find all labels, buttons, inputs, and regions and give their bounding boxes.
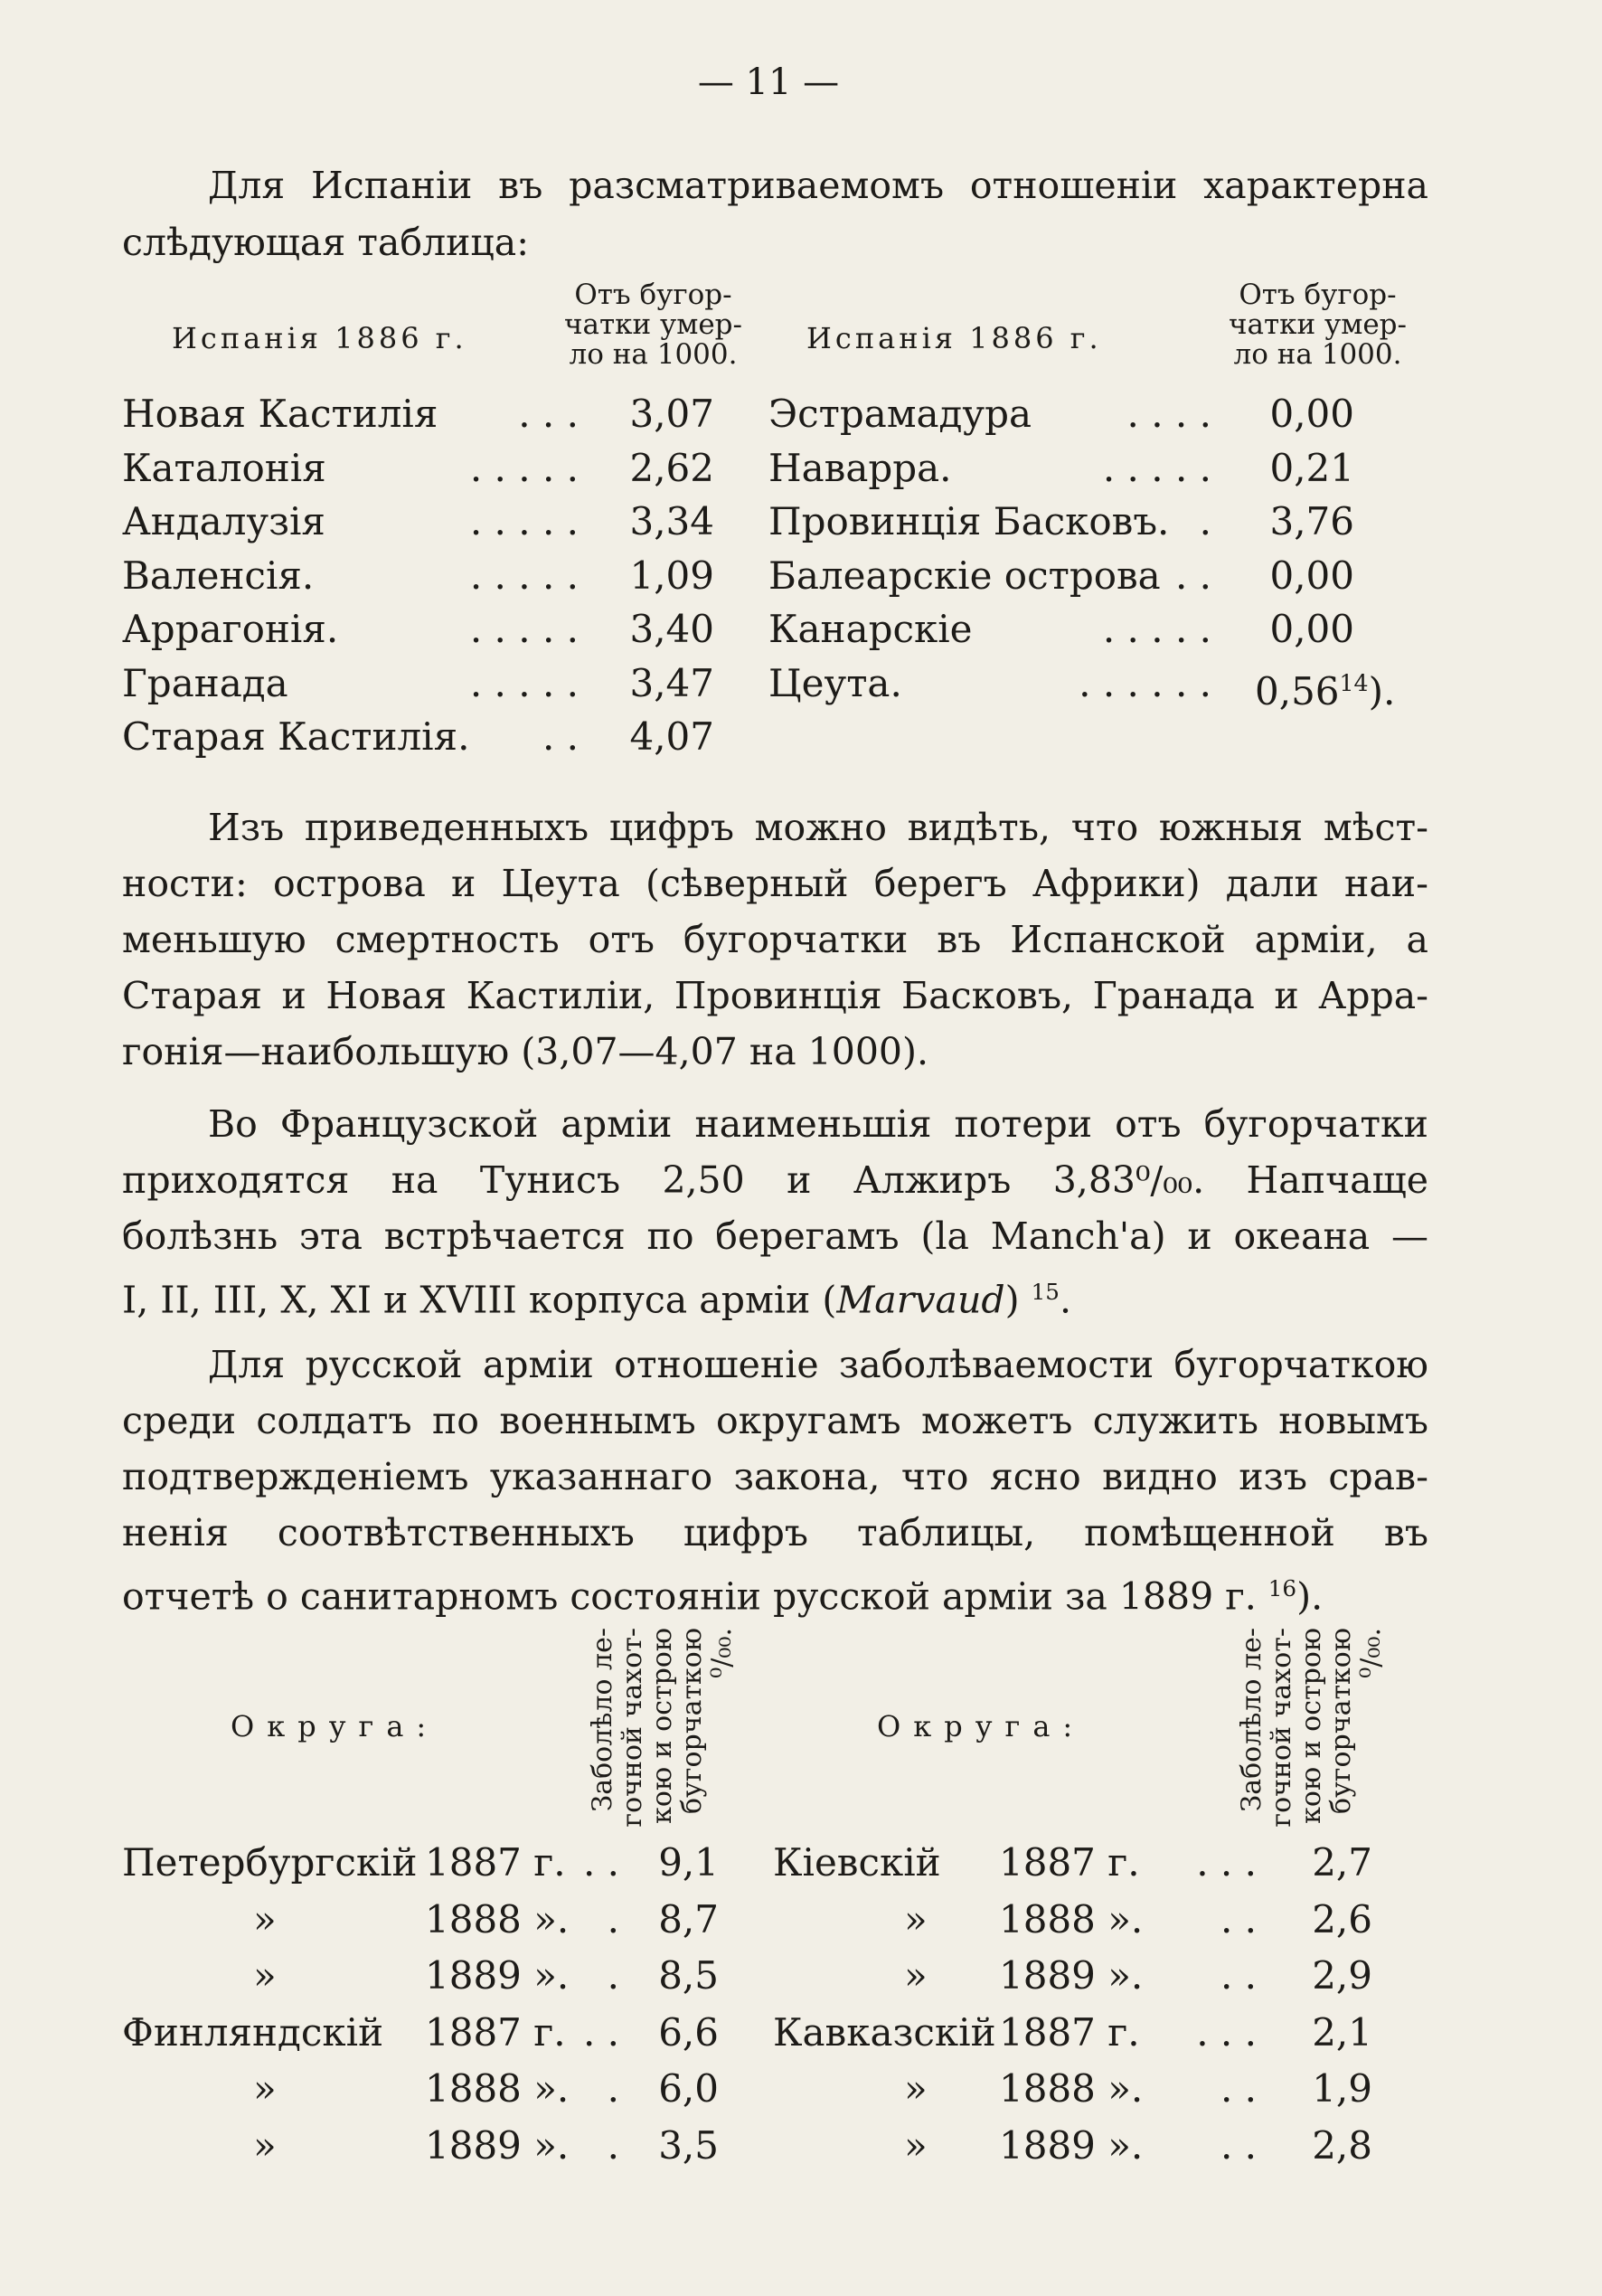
spain-value-text: 4,07 [629, 714, 714, 759]
russia-right-row-district: » [904, 1896, 928, 1942]
spain-left-row-value [533, 441, 714, 496]
russia-left-vt-3: кою и острою [646, 1628, 678, 1824]
spain-right-vt-2: чатки умер- [1228, 308, 1408, 341]
spain-right-row-value [1255, 657, 1544, 719]
russia-left-row-district: » [253, 2066, 277, 2111]
spain-value-text: 2,62 [629, 445, 714, 490]
russia-left-row-value: 8,7 [658, 1896, 719, 1942]
russia-right-row-value: 2,7 [1312, 1840, 1372, 1885]
spain-value-text: 3,47 [629, 660, 714, 705]
para4-line-3: подтвержденіемъ указаннаго закона, что ясно видно изъ срав- [122, 1455, 1428, 1498]
para3-line-1: Во Французской арміи наименьшія потери отъ бугорчатки [208, 1102, 1428, 1146]
para4-last-text: отчетѣ о санитарномъ состояніи русской арміи за 1889 г. [122, 1574, 1257, 1619]
russia-right-vt-3: кою и острою [1296, 1628, 1327, 1824]
para3-last-close: ) [1004, 1278, 1020, 1322]
spain-right-row-value [1173, 602, 1354, 657]
spain-right-vt-3: ло на 1000. [1233, 338, 1402, 371]
russia-right-vt-2: гочной чахот- [1266, 1628, 1297, 1828]
russia-left-row-year: 1887 г. [425, 1840, 566, 1885]
footnote-ref-15: 15 [1031, 1279, 1060, 1305]
spain-value-text: 3,40 [629, 607, 714, 651]
spain-right-row-name: Балеарскіе острова [768, 553, 1161, 598]
spain-left-row-value [533, 602, 714, 657]
russia-right-row-year: 1888 ». [999, 1896, 1144, 1942]
spain-left-row-value [533, 387, 714, 441]
russia-right-row-year: 1887 г. [999, 1840, 1140, 1885]
russia-right-row-value: 2,9 [1312, 1953, 1372, 1998]
spain-left-row-name: Гранада [122, 660, 288, 705]
russia-right-row-value: 1,9 [1312, 2066, 1372, 2111]
russia-right-row-year: 1889 ». [999, 1953, 1144, 1998]
russia-right-row-value: 2,1 [1312, 2009, 1372, 2055]
russia-right-row-year: 1889 ». [999, 2122, 1144, 2168]
spain-value-text: 3,34 [629, 499, 714, 543]
russia-col-left-title: Округа: [231, 1709, 439, 1743]
russia-left-row-year: 1889 ». [425, 1953, 570, 1998]
spain-left-row-value [533, 495, 714, 549]
intro-line-2: слѣдующая таблица: [122, 221, 530, 264]
russia-left-vt-1: Заболѣло ле- [587, 1628, 618, 1812]
russia-right-vt-1: Заболѣло ле- [1236, 1628, 1267, 1812]
para4-tail: ). [1296, 1574, 1324, 1619]
spain-left-vt-3: ло на 1000. [569, 338, 738, 371]
spain-col-left-title: Испанія 1886 г. [172, 321, 467, 355]
russia-right-row-district: Кіевскій [773, 1840, 941, 1885]
spain-value-text: 0,00 [1269, 553, 1354, 598]
spain-left-row-value [533, 710, 714, 764]
para4-line-5 [122, 1562, 1428, 1624]
spain-value-text: 0,56 [1255, 668, 1340, 713]
spain-left-row-value [533, 657, 714, 711]
para2-line-5: гонія—наибольшую (3,07—4,07 на 1000). [122, 1030, 929, 1073]
spain-right-row-value [1173, 441, 1354, 496]
para2-line-1: Изъ приведенныхъ цифръ можно видѣть, что южныя мѣст- [208, 806, 1428, 849]
russia-left-row-value: 6,6 [658, 2009, 719, 2055]
spain-right-row-name: Наварра. [768, 445, 952, 490]
russia-left-value-title [588, 1628, 737, 1836]
footnote-ref-16: 16 [1267, 1575, 1297, 1602]
russia-right-row-district: » [904, 2122, 928, 2168]
russia-left-row-district: » [253, 1953, 277, 1998]
spain-value-text: 0,00 [1269, 392, 1354, 436]
para3-line-4 [122, 1265, 1428, 1328]
spain-col-right-title: Испанія 1886 г. [806, 321, 1102, 355]
spain-right-row-name: Цеута. [768, 660, 902, 705]
russia-left-row-value: 6,0 [658, 2066, 719, 2111]
spain-value-tail: ). [1368, 668, 1396, 713]
spain-right-row-name: Провинція Басковъ. [768, 499, 1170, 543]
russia-right-vt-5: ⁰/₀₀. [1355, 1628, 1387, 1678]
russia-right-row-district: » [904, 2066, 928, 2111]
russia-left-row-year: 1887 г. [425, 2009, 566, 2055]
spain-col-left-value-title [542, 280, 764, 370]
para2-line-2: ности: острова и Цеута (сѣверный берегъ Африки) дали наи- [122, 862, 1428, 905]
spain-right-row-value [1173, 495, 1354, 549]
para4-line-2: среди солдатъ по военнымъ округамъ можетъ служить новымъ [122, 1399, 1428, 1442]
spain-right-row-name: Эстрамадура [768, 392, 1032, 436]
spain-left-row-value [533, 549, 714, 603]
russia-right-vt-4: бугорчаткою [1325, 1628, 1357, 1814]
spain-left-vt-1: Отъ бугор- [574, 279, 732, 311]
spain-right-row-value [1173, 387, 1354, 441]
spain-left-row-name: Андалузія [122, 499, 325, 543]
spain-left-row-name: Аррагонія. [122, 607, 339, 651]
para4-line-4: ненія соотвѣтственныхъ цифръ таблицы, помѣщенной въ [122, 1511, 1428, 1554]
spain-value-text: 3,07 [629, 392, 714, 436]
para3-author: Marvaud [836, 1278, 1005, 1322]
russia-left-vt-5: ⁰/₀₀. [706, 1628, 738, 1678]
russia-right-row-value: 2,8 [1312, 2122, 1372, 2168]
russia-right-value-title [1237, 1628, 1386, 1836]
russia-left-row-value: 3,5 [658, 2122, 719, 2168]
spain-value-text: 3,76 [1269, 499, 1354, 543]
para3-line-3: болѣзнь эта встрѣчается по берегамъ (la Manch'a) и океана — [122, 1214, 1428, 1258]
russia-left-vt-4: бугорчаткою [676, 1628, 708, 1814]
para4-line-1: Для русской арміи отношеніе заболѣваемости бугорчаткою [208, 1343, 1428, 1386]
spain-value-text: 0,00 [1269, 607, 1354, 651]
spain-left-vt-2: чатки умер- [563, 308, 743, 341]
spain-col-right-value-title [1207, 280, 1428, 370]
spain-right-row-value [1173, 549, 1354, 603]
spain-value-text: 1,09 [629, 553, 714, 598]
para3-last-text: I, II, III, X, XI и XVIII корпуса арміи ( [122, 1278, 837, 1322]
para2-line-4: Старая и Новая Кастиліи, Провинція Басковъ, Гранада и Арра- [122, 974, 1428, 1017]
footnote-ref-14: 14 [1339, 669, 1369, 696]
russia-left-row-value: 8,5 [658, 1953, 719, 1998]
russia-left-row-year: 1888 ». [425, 1896, 570, 1942]
russia-left-row-district: Петербургскій [122, 1840, 418, 1885]
spain-left-row-name: Каталонія [122, 445, 326, 490]
russia-left-row-value: 9,1 [658, 1840, 719, 1885]
russia-right-row-year: 1888 ». [999, 2066, 1144, 2111]
spain-left-row-name: Новая Кастилія [122, 392, 438, 436]
para3-tail: . [1059, 1278, 1071, 1322]
russia-left-row-district: » [253, 2122, 277, 2168]
para2-line-3: меньшую смертность отъ бугорчатки въ Испанской арміи, а [122, 918, 1428, 961]
spain-value-text: 0,21 [1269, 445, 1354, 490]
intro-line-1: Для Испаніи въ разсматриваемомъ отношеніи характерна [208, 164, 1428, 207]
russia-left-row-year: 1889 ». [425, 2122, 570, 2168]
russia-right-row-value: 2,6 [1312, 1896, 1372, 1942]
spain-left-row-name: Старая Кастилія. [122, 714, 470, 759]
russia-right-row-year: 1887 г. [999, 2009, 1140, 2055]
spain-right-row-name: Канарскіе [768, 607, 973, 651]
russia-col-right-title: Округа: [877, 1709, 1086, 1743]
russia-right-row-district: Кавказскій [773, 2009, 996, 2055]
russia-left-row-year: 1888 ». [425, 2066, 570, 2111]
russia-right-row-district: » [904, 1953, 928, 1998]
para3-line-2: приходятся на Тунисъ 2,50 и Алжиръ 3,83⁰/₀₀. Напчаще [122, 1158, 1428, 1202]
spain-left-row-name: Валенсія. [122, 553, 315, 598]
page-number: — 11 — [697, 61, 840, 103]
russia-left-row-district: » [253, 1896, 277, 1942]
russia-left-row-district: Финляндскій [122, 2009, 384, 2055]
russia-left-vt-2: гочной чахот- [617, 1628, 648, 1828]
spain-right-vt-1: Отъ бугор- [1239, 279, 1397, 311]
